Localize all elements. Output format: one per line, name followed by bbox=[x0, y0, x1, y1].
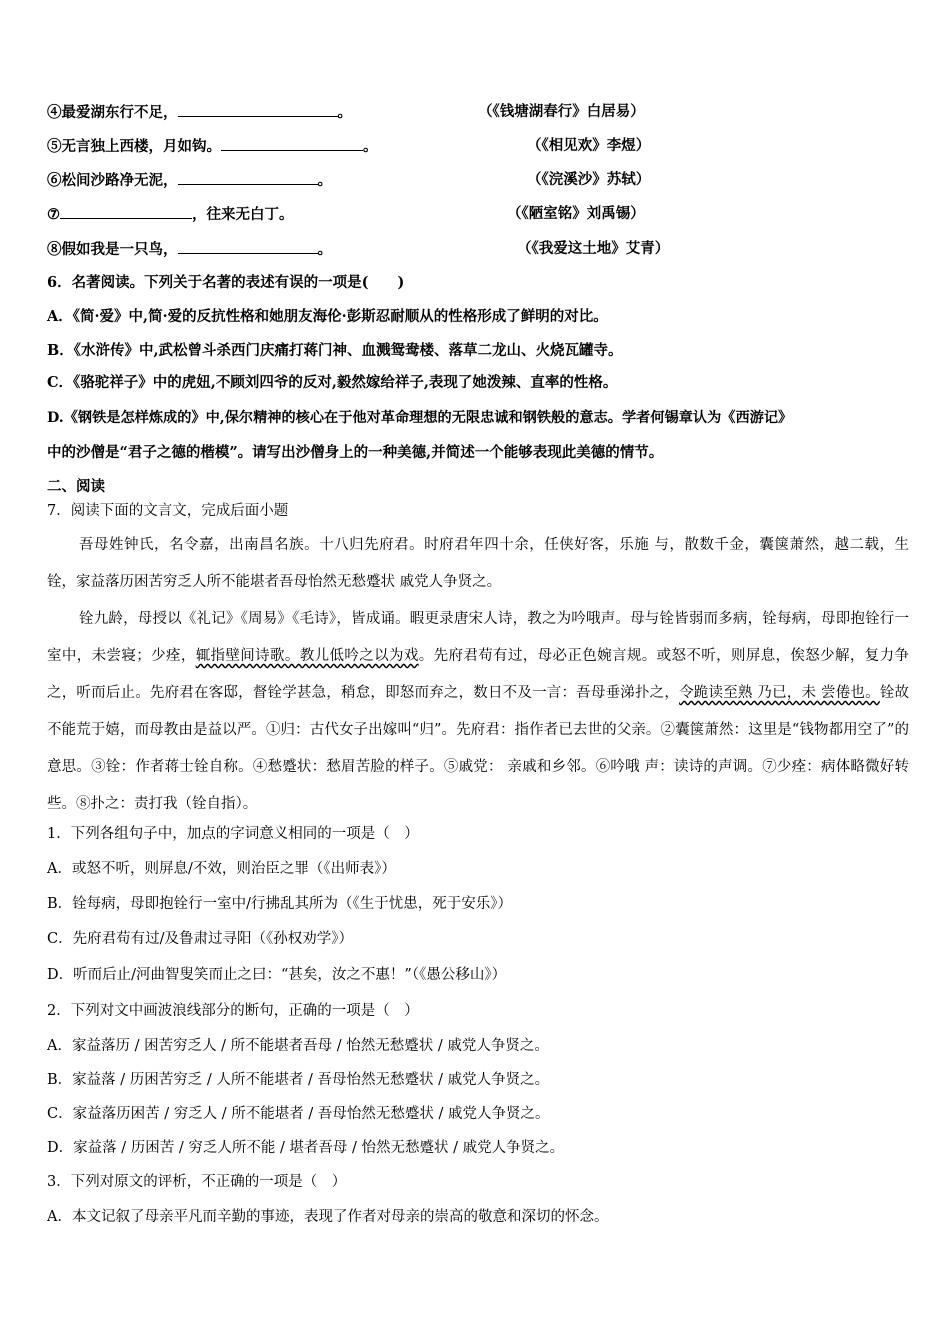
passage-text: 铨九龄，母授以《礼记》《周易》《毛诗》，皆成诵。暇更录唐宋人诗，教之为吟哦声。母与铨皆弱而多病，铨每病，母即抱铨行一室中，未尝寝；少痊， bbox=[47, 611, 909, 664]
poem-text: ，往来无白丁。 bbox=[192, 206, 294, 223]
answer-blank[interactable] bbox=[60, 204, 192, 219]
poem-text: 松间沙路净无泥， bbox=[61, 172, 178, 189]
q7-3-stem: 3．下列对原文的评析，不正确的一项是（ ） bbox=[47, 1174, 347, 1190]
q7-title: 7．阅读下面的文言文，完成后面小题 bbox=[47, 503, 289, 519]
poem-line-7 bbox=[47, 204, 294, 225]
q7-2-option-d: D．家益落 / 历困苦 / 穷乏人所不能 / 堪者吾母 / 怡然无愁蹙状 / 戚党人争贤之。 bbox=[47, 1140, 565, 1156]
q6-option-d: D.《钢铁是怎样炼成的》中,保尔精神的核心在于他对革命理想的无限忠诚和钢铁般的意志。学者何锡章认为《西游记》 bbox=[47, 410, 793, 426]
q6-option-d-cont: 中的沙僧是“君子之德的楷模”。请写出沙僧身上的一种美德,并简述一个能够表现此美德的情节。 bbox=[47, 444, 664, 461]
q7-1-option-b: B．铨每病，母即抱铨行一室中/行拂乱其所为（《生于忧患，死于安乐》） bbox=[47, 896, 513, 912]
poem-text: 。 bbox=[363, 138, 378, 155]
poem-text: 无言独上西楼，月如钩。 bbox=[61, 138, 221, 155]
q7-1-option-d: D．听而后止/河曲智叟笑而止之曰：“甚矣，汝之不惠！”（《愚公移山》） bbox=[47, 967, 507, 983]
passage-paragraph-2 bbox=[47, 601, 909, 823]
poem-text: 假如我是一只鸟， bbox=[61, 241, 178, 258]
answer-blank[interactable] bbox=[178, 239, 318, 254]
poem-number: ⑥ bbox=[47, 172, 62, 189]
poem-number: ⑦ bbox=[47, 206, 60, 223]
q7-1-option-c: C．先府君苟有过/及鲁肃过寻阳（《孙权劝学》） bbox=[47, 931, 353, 947]
q6-stem: 6．名著阅读。下列关于名著的表述有误的一项是( ) bbox=[47, 274, 405, 291]
poem-source: （《陋室铭》刘禹锡） bbox=[507, 205, 645, 222]
q7-3-option-a: A．本文记叙了母亲平凡而辛勤的事迹，表现了作者对母亲的崇高的敬意和深切的怀念。 bbox=[47, 1209, 609, 1225]
passage-text: 。先府君苟有过，母必正色婉言规。或怒不听，则屏息，俟怒少解，复力争之，听而后止。先府君在客邸，督铨学甚急，稍怠，即怒而弃之，数日不及一言：吾母垂涕扑之， bbox=[47, 648, 910, 701]
poem-number: ⑤ bbox=[47, 138, 62, 155]
passage-annotations: 铨故不能荒于嬉，而母教由是益以严。①归：古代女子出嫁叫“归”。先府君：指作者已去世的父亲。②囊箧萧然：这里是“钱物都用空了”的意思。③铨：作者蒋士铨自称。④愁蹙状：愁眉苦脸的样子。⑤戚党： 亲戚和乡邻。⑥吟哦 声：读诗的声调。⑦少痊：病体略微好转些。⑧扑之：责打我（铨自指）。 bbox=[47, 685, 910, 812]
wavy-underlined-text: 令跪读至熟 乃已，未 尝倦也。 bbox=[679, 685, 880, 701]
poem-source: （《我爱这土地》艾青） bbox=[517, 240, 670, 257]
q6-option-b: B．《水浒传》中,武松曾斗杀西门庆痛打蒋门神、血溅鸳鸯楼、落草二龙山、火烧瓦罐寺。 bbox=[47, 342, 623, 359]
poem-line-5 bbox=[47, 136, 378, 157]
q7-2-option-b: B．家益落 / 历困苦穷乏 / 人所不能堪者 / 吾母怡然无愁蹙状 / 戚党人争贤之。 bbox=[47, 1072, 550, 1088]
poem-line-8 bbox=[47, 239, 332, 260]
answer-blank[interactable] bbox=[178, 170, 318, 185]
q7-2-stem: 2．下列对文中画波浪线部分的断句，正确的一项是（ ） bbox=[47, 1003, 419, 1019]
poem-source: （《浣溪沙》苏轼） bbox=[527, 171, 651, 188]
poem-number: ⑧ bbox=[47, 241, 62, 258]
q7-2-option-c: C．家益落历困苦 / 穷乏人 / 所不能堪者 / 吾母怡然无愁蹙状 / 戚党人争贤之。 bbox=[47, 1106, 550, 1122]
q6-option-a: A．《简·爱》中,简·爱的反抗性格和她朋友海伦·彭斯忍耐顺从的性格形成了鲜明的对比。 bbox=[47, 308, 608, 325]
poem-line-4 bbox=[47, 102, 352, 123]
poem-source: （《相见欢》李煜） bbox=[527, 137, 651, 154]
q7-1-option-a: A．或怒不听，则屏息/不效，则治臣之罪（《出师表》） bbox=[47, 861, 396, 877]
section-title: 二、阅读 bbox=[47, 478, 105, 495]
answer-blank[interactable] bbox=[178, 102, 338, 117]
poem-text: 。 bbox=[337, 104, 352, 121]
poem-line-6 bbox=[47, 170, 332, 191]
poem-text: 最爱湖东行不足， bbox=[61, 104, 178, 121]
answer-blank[interactable] bbox=[221, 136, 363, 151]
q7-2-option-a: A．家益落历 / 困苦穷乏人 / 所不能堪者吾母 / 怡然无愁蹙状 / 戚党人争贤之。 bbox=[47, 1038, 549, 1054]
wavy-underlined-text: 辄指壁间诗歌。教儿低吟之以为戏 bbox=[195, 648, 419, 664]
poem-source: （《钱塘湖春行》白居易） bbox=[478, 103, 645, 120]
poem-number: ④ bbox=[47, 104, 62, 121]
passage-paragraph-1 bbox=[47, 527, 909, 601]
poem-text: 。 bbox=[317, 172, 332, 189]
poem-text: 。 bbox=[317, 241, 332, 258]
q6-option-c: C．《骆驼祥子》中的虎妞,不顾刘四爷的反对,毅然嫁给祥子,表现了她泼辣、直率的性格。 bbox=[47, 374, 618, 391]
passage-text: 吾母姓钟氏，名令嘉，出南昌名族。十八归先府君。时府君年四十余，任侠好客，乐施 与，散数千金，囊箧萧然，越二载，生铨，家益落历困苦穷乏人所不能堪者吾母怡然无愁蹙状 戚党人争贤之。 bbox=[47, 537, 909, 590]
q7-1-stem: 1．下列各组句子中，加点的字词意义相同的一项是（ ） bbox=[47, 826, 419, 842]
